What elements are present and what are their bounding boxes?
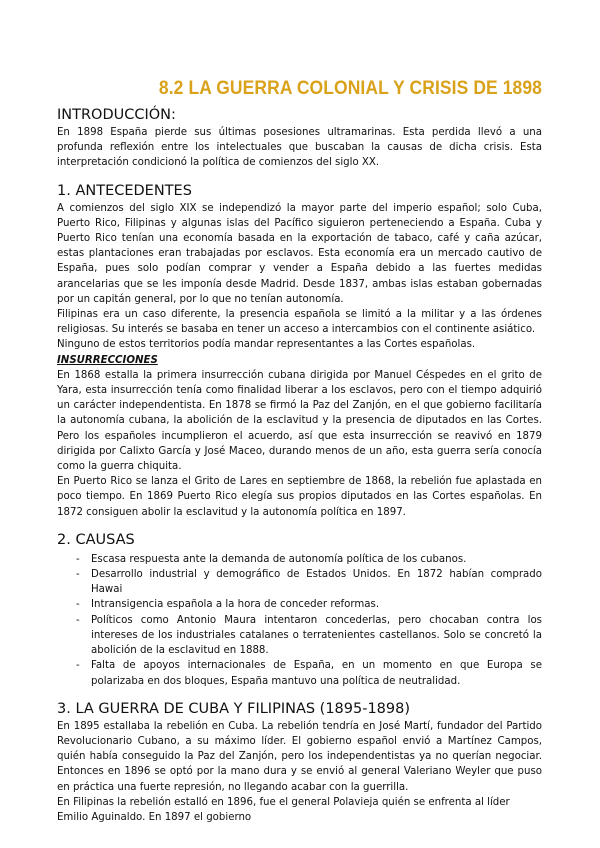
guerra-heading: 3. LA GUERRA DE CUBA Y FILIPINAS (1895-1898) — [57, 700, 411, 717]
list-item: - Escasa respuesta ante la demanda de autonomía política de los cubanos. — [76, 553, 467, 565]
list-item: - Intransigencia española a la hora de conceder reformas. — [76, 599, 380, 611]
guerra-paragraph-1: En 1895 estallaba la rebelión en Cuba. La rebelión tendría en José Martí, fundador del Partido Revolucionario Cubano, a su máximo líder. El gobierno español envió a Martínez Campos, quién había conseguido la Paz del Zanjón, pero los independentistas ya no querían negociar. Entonces en 1896 se optó por la mano dura y se envió al general Valeriano Weyler que puso en práctica una fuerte represión, no llegando acabar con la guerrilla. — [57, 720, 542, 793]
intro-heading: INTRODUCCIÓN: — [57, 107, 176, 123]
intro-paragraph: En 1898 España pierde sus últimas posesiones ultramarinas. Esta perdida llevó a una profunda reflexión entre los intelectuales que buscaban la causas de dicha crisis. Esta interpretación condicionó la política de comienzos del siglo XX. — [57, 127, 542, 169]
guerra-paragraph-2: En Filipinas la rebelión estalló en 1896, fue el general Polavieja quién se enfrenta al líder Emilio Aguinaldo. En 1897 el gobierno — [57, 796, 510, 823]
insurrecciones-paragraph-1: En 1868 estalla la primera insurrección cubana dirigida por Manuel Céspedes en el grito de Yara, esta insurrección tenía como finalidad liberar a los esclavos, pero con el tiempo adquirió un carácter independentista. En 1878 se firmó la Paz del Zanjón, en el que gobierno facilitaría la autonomía cubana, la abolición de la esclavitud y la presencia de diputados en las Cortes. Pero los españoles incumplieron el acuerdo, así que esta insurrección se reavivó en 1879 dirigida por Calixto García y José Maceo, durando menos de un año, esta guerra sería conocía como la guerra chiquita. — [57, 369, 542, 473]
antecedentes-paragraph-3: Ninguno de estos territorios podía mandar representantes a las Cortes españolas. — [57, 339, 476, 351]
document-page — [57, 78, 542, 825]
insurrecciones-subheading: INSURRECCIONES — [57, 354, 158, 366]
list-item: - Falta de apoyos internacionales de España, en un momento en que Europa se polarizaba en dos bloques, España mantuvo una política de neutralidad. — [76, 660, 542, 687]
page-title: 8.2 LA GUERRA COLONIAL Y CRISIS DE 1898 — [158, 78, 543, 99]
insurrecciones-paragraph-2: En Puerto Rico se lanza el Grito de Lares en septiembre de 1868, la rebelión fue aplastada en poco tiempo. En 1869 Puerto Rico elegía sus propios diputados en las Cortes españolas. En 1872 consiguen abolir la esclavitud y la autonomía política en 1897. — [57, 476, 542, 518]
antecedentes-heading: 1. ANTECEDENTES — [57, 182, 192, 199]
antecedentes-paragraph-2: Filipinas era un caso diferente, la presencia española se limitó a la militar y a las órdenes religiosas. Su interés se basaba en tener un acceso a intercambios con el continente asiático. — [57, 309, 542, 336]
list-item: - Políticos como Antonio Maura intentaron concederlas, pero chocaban contra los intereses de los industriales catalanes o terratenientes castellanos. Solo se concretó la abolición de la esclavitud en 1888. — [76, 614, 542, 657]
list-item: - Desarrollo industrial y demográfico de Estados Unidos. En 1872 habían comprado Hawai — [76, 569, 542, 596]
causas-heading: 2. CAUSAS — [57, 531, 135, 548]
causas-list — [57, 552, 542, 689]
antecedentes-paragraph-1: A comienzos del siglo XIX se independizó la mayor parte del imperio español; solo Cuba, Puerto Rico, Filipinas y algunas islas del Pacífico siguieron perteneciendo a España. Cuba y Puerto Rico tenían una economía basada en la exportación de tabaco, café y caña azúcar, estas plantaciones eran trabajadas por esclavos. Esta economía era un mercado cautivo de España, pues solo podían comprar y vender a España debido a las fuertes medidas arancelarias que se les imponía desde Madrid. Desde 1837, ambas islas estaban gobernadas por un capitán general, por lo que no tenían autonomía. — [57, 202, 542, 305]
